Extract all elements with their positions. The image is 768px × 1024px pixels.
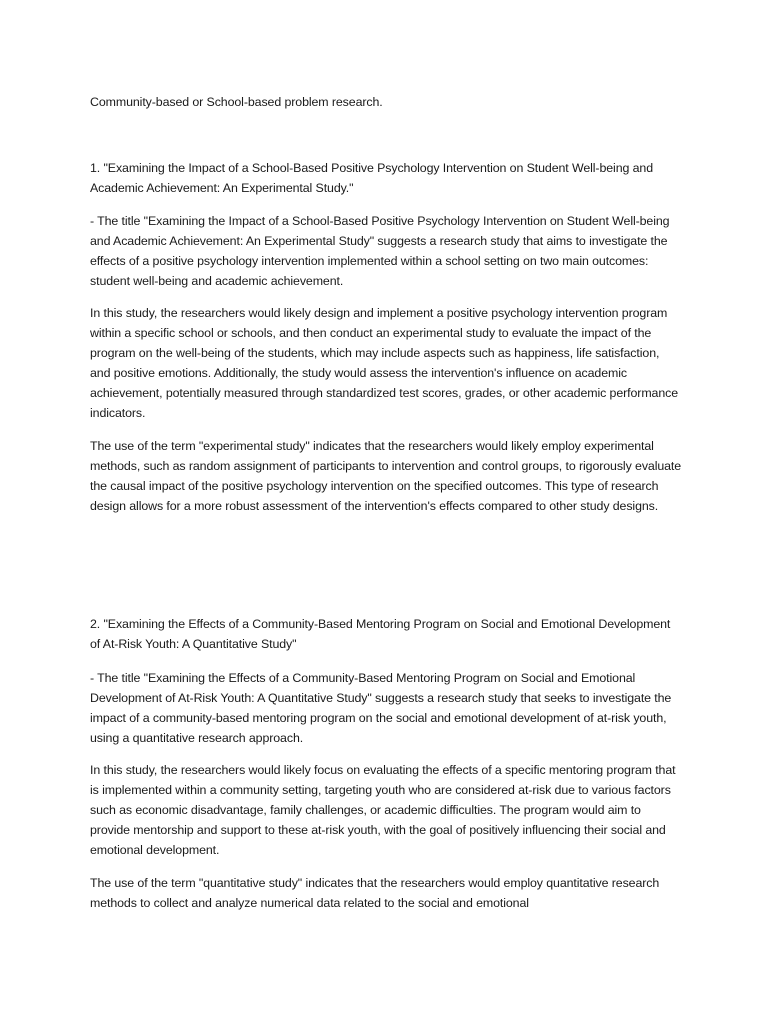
topic-1-paragraph-2: In this study, the researchers would likely design and implement a positive psychology intervention program within a specific school or schools, and then conduct an experimental study to evaluate the impact of the program on the well-being of the students, which may include aspects such as happiness, life satisfaction, and positive emotions. Additionally, the study would assess the intervention's influence on academic achievement, potentially measured through standardized test scores, grades, or other academic performance indicators. (90, 306, 679, 420)
topic-1-title: 1. "Examining the Impact of a School-Based Positive Psychology Intervention on Student Well-being and Academic Achievement: An Experimental Study." (90, 161, 653, 195)
topic-1-paragraph-1: - The title "Examining the Impact of a School-Based Positive Psychology Intervention on Student Well-being and Academic Achievement: An Experimental Study" suggests a research study that aims to investigate the effects of a positive psychology intervention implemented within a school setting on two main outcomes: student well-being and academic achievement. (90, 214, 670, 288)
topic-2-paragraph-1: - The title "Examining the Effects of a Community-Based Mentoring Program on Social and Emotional Development of At-Risk Youth: A Quantitative Study" suggests a research study that seeks to investigate the impact of a community-based mentoring program on the social and emotional development of at-risk youth, using a quantitative research approach. (90, 671, 672, 745)
topic-2-title: 2. "Examining the Effects of a Community-Based Mentoring Program on Social and Emotional Development of At-Risk Youth: A Quantitative Study" (90, 617, 671, 651)
document-heading: Community-based or School-based problem research. (90, 95, 383, 109)
topic-1-paragraph-3: The use of the term "experimental study" indicates that the researchers would likely employ experimental methods, such as random assignment of participants to intervention and control groups, to rigorously evaluate the causal impact of the positive psychology intervention on the specified outcomes. This type of research design allows for a more robust assessment of the intervention's effects compared to other study designs. (90, 439, 682, 513)
topic-2-paragraph-3: The use of the term "quantitative study" indicates that the researchers would employ quantitative research methods to collect and analyze numerical data related to the social and emotional (90, 876, 660, 910)
topic-2-paragraph-2: In this study, the researchers would likely focus on evaluating the effects of a specific mentoring program that is implemented within a community setting, targeting youth who are considered at-risk due to various factors such as economic disadvantage, family challenges, or academic difficulties. The program would aim to provide mentorship and support to these at-risk youth, with the goal of positively influencing their social and emotional development. (90, 763, 676, 857)
